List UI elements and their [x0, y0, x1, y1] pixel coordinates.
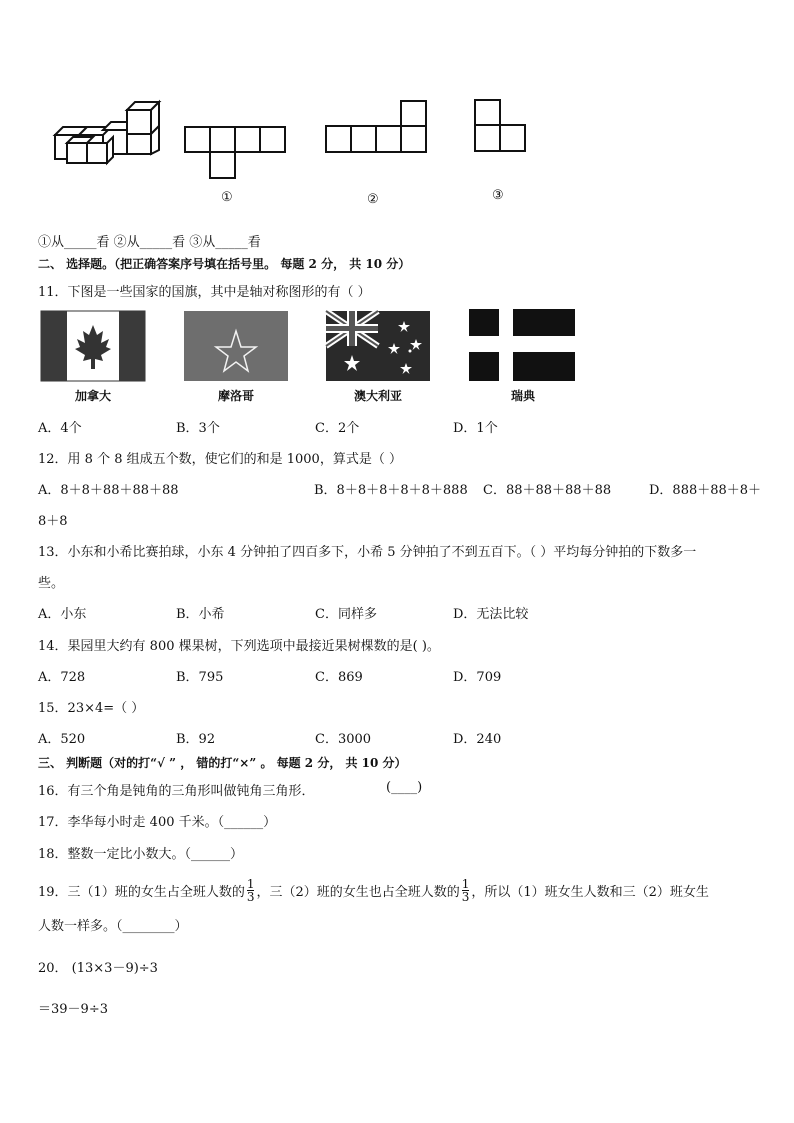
q11-stem: 11．下图是一些国家的国旗，其中是轴对称图形的有（ ） [38, 285, 371, 300]
q19-fraction-1 [247, 878, 255, 903]
q14-option-a: A．728 [38, 670, 86, 685]
q15-option-c: C．3000 [315, 732, 372, 747]
q19-fraction-2-num: 1 [461, 876, 470, 891]
cube-stack-figure [55, 100, 165, 165]
q19-fraction-1-den: 3 [246, 889, 255, 904]
q15-option-d: D．240 [453, 732, 502, 747]
section-2-title: 二、 选择题。（把正确答案序号填在括号里。 每题 2 分， 共 10 分） [38, 257, 411, 271]
flag-caption-canada: 加拿大 [74, 389, 111, 403]
q14-option-c: C．869 [315, 670, 363, 685]
q16-text: 16．有三个角是钝角的三角形叫做钝角三角形． [38, 784, 315, 799]
q12-option-d: D．888＋88＋8＋ [649, 483, 762, 498]
q12-option-c: C．88＋88＋88＋88 [483, 483, 612, 498]
q11-option-b: B．3个 [176, 421, 220, 436]
australia-flag [326, 311, 430, 381]
section-3-title: 三、 判断题（对的打“√ ” ， 错的打“×” 。 每题 2 分， 共 10 分） [38, 756, 407, 770]
q14-option-b: B．795 [176, 670, 224, 685]
q12-stem: 12．用 8 个 8 组成五个数，使它们的和是 1000，算式是（ ） [38, 452, 402, 467]
figure-label-3: ③ [492, 188, 504, 203]
q11-option-d: D．1个 [453, 421, 498, 436]
q15-stem: 15．23×4=（ ） [38, 701, 145, 716]
q20-line2: ＝39－9÷3 [38, 1002, 108, 1017]
q14-stem: 14．果园里大约有 800 棵果树，下列选项中最接近果树棵数的是( )。 [38, 639, 440, 654]
q19-line [38, 870, 709, 910]
view-figure-3 [474, 99, 528, 153]
q19-fraction-2 [462, 878, 470, 903]
q19-wrap: 人数一样多。（________） [38, 919, 188, 934]
q12-option-d-wrap: 8＋8 [38, 514, 68, 529]
q12-option-a: A．8＋8＋88＋88＋88 [38, 483, 179, 498]
q13-option-c: C．同样多 [315, 607, 377, 622]
q14-option-d: D．709 [453, 670, 502, 685]
q19-part1: 19．三（1）班的女生占全班人数的 [38, 884, 245, 900]
q18-text: 18．整数一定比小数大。（______） [38, 847, 244, 862]
q19-fraction-1-num: 1 [246, 876, 255, 891]
figure-label-1: ① [221, 190, 233, 205]
figure-label-2: ② [367, 192, 379, 207]
q19-part2: ，三（2）班的女生也占全班人数的 [256, 884, 460, 900]
sweden-flag [469, 309, 575, 381]
q15-option-b: B．92 [176, 732, 216, 747]
view-question: ①从_____看 ②从_____看 ③从_____看 [38, 235, 261, 250]
view-figure-2 [325, 100, 429, 154]
q15-option-a: A．520 [38, 732, 86, 747]
q13-option-d: D．无法比较 [453, 607, 529, 622]
flag-caption-sweden: 瑞典 [510, 389, 535, 403]
morocco-flag [184, 311, 288, 381]
q12-option-b: B．8＋8＋8＋8＋8＋888 [314, 483, 468, 498]
canada-flag [41, 311, 145, 381]
q11-option-a: A．4个 [38, 421, 82, 436]
q13-stem-wrap: 些。 [38, 576, 65, 591]
q13-stem: 13．小东和小希比赛拍球，小东 4 分钟拍了四百多下，小希 5 分钟拍了不到五百下。（ ）平均每分钟拍的下数多一 [38, 545, 697, 560]
flag-caption-australia: 澳大利亚 [353, 389, 402, 403]
q13-option-b: B．小希 [176, 607, 225, 622]
flag-caption-morocco: 摩洛哥 [217, 389, 254, 403]
q13-option-a: A．小东 [38, 607, 87, 622]
q19-fraction-2-den: 3 [461, 889, 470, 904]
view-figure-1 [184, 126, 288, 180]
q19-part3: ，所以（1）班女生人数和三（2）班女生 [471, 884, 709, 900]
q17-text: 17．李华每小时走 400 千米。（______） [38, 815, 277, 830]
q11-option-c: C．2个 [315, 421, 360, 436]
q16-blank: (____) [386, 780, 423, 795]
q20-line1: 20． (13×3－9)÷3 [38, 961, 158, 976]
